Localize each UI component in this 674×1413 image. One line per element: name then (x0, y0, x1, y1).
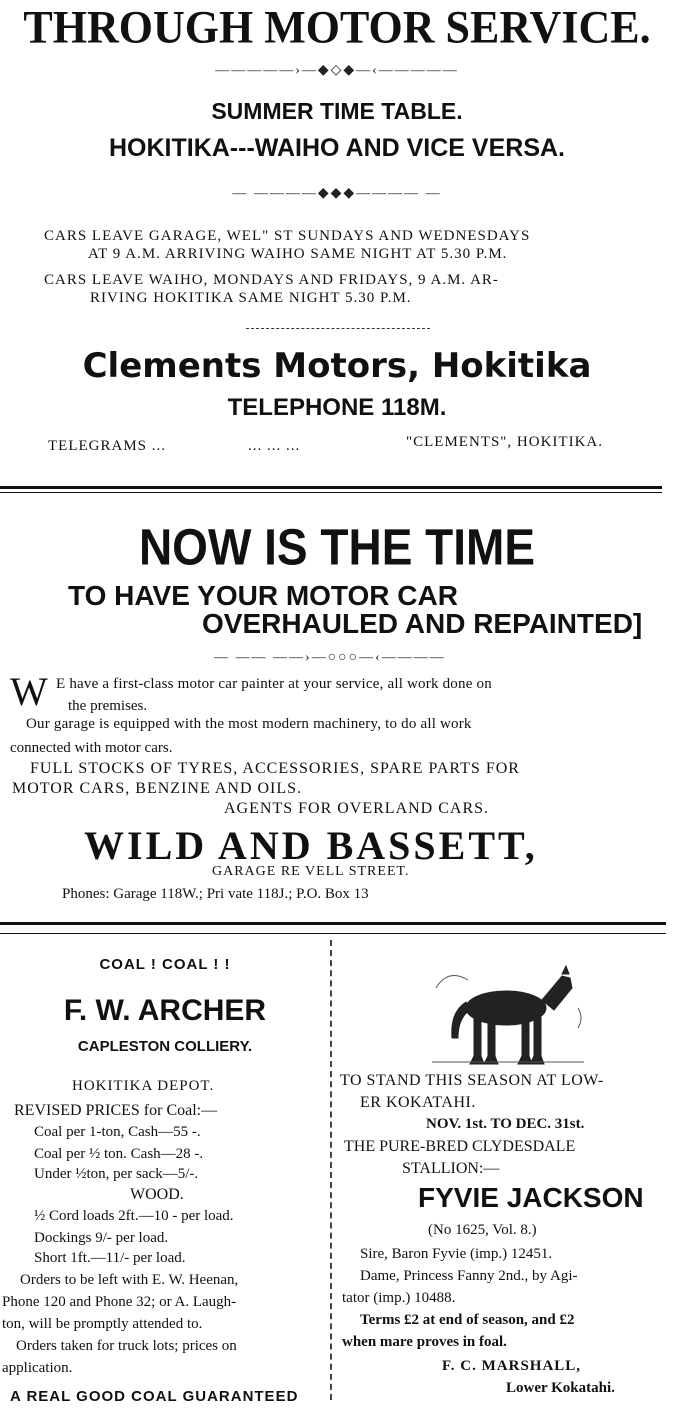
ad2-dropcap: W (10, 669, 48, 714)
ad3-line: ton, will be promptly attended to. (2, 1316, 203, 1332)
ad3-line: WOOD. (130, 1186, 184, 1203)
ad4-horse: FYVIE JACKSON (418, 1182, 644, 1213)
ad3-top: COAL ! COAL ! ! (99, 956, 231, 973)
ad4-line: THE PURE-BRED CLYDESDALE (344, 1138, 576, 1155)
ad4-line: tator (imp.) 10488. (342, 1290, 456, 1306)
ad1-schedule-line: RIVING HOKITIKA SAME NIGHT 5.30 P.M. (90, 290, 412, 306)
ad3-footer: A REAL GOOD COAL GUARANTEED (10, 1388, 299, 1405)
ad1-divider (246, 328, 430, 329)
section-rule-thin (0, 933, 666, 934)
ad4-line: NOV. 1st. TO DEC. 31st. (426, 1116, 585, 1132)
ad3-name: F. W. ARCHER (63, 994, 267, 1027)
ad2-body-1a: E have a first-class motor car painter at your service, all work done on (56, 676, 492, 692)
horse-illustration (428, 958, 588, 1068)
ad2-phones: Phones: Garage 118W.; Pri vate 118J.; P.O. Box 13 (62, 886, 369, 902)
ad1-schedule-line: AT 9 A.M. ARRIVING WAIHO SAME NIGHT AT 5.30 P.M. (88, 246, 508, 262)
ad2-line-2: OVERHAULED AND REPAINTED] (202, 608, 643, 639)
ad2-body-3a: FULL STOCKS OF TYRES, ACCESSORIES, SPARE PARTS FOR (30, 760, 520, 777)
column-divider (330, 940, 332, 1400)
ad2-agents: AGENTS FOR OVERLAND CARS. (224, 800, 490, 817)
ad2-body-2b: connected with motor cars. (10, 740, 173, 756)
ad1-schedule-line: CARS LEAVE WAIHO, MONDAYS AND FRIDAYS, 9 A.M. AR- (44, 272, 499, 288)
ad1-telegrams-label: TELEGRAMS ... (48, 438, 166, 454)
ad3-line: Phone 120 and Phone 32; or A. Laugh- (2, 1294, 237, 1310)
ad4-line: STALLION:— (402, 1160, 500, 1177)
ad2-body-3b: MOTOR CARS, BENZINE AND OILS. (12, 780, 303, 797)
ad2-body-1b: the premises. (68, 698, 148, 714)
ad3-line: Dockings 9/- per load. (34, 1230, 169, 1246)
ad3-line: Coal per 1-ton, Cash—55 -. (34, 1124, 201, 1140)
ad4-line: TO STAND THIS SEASON AT LOW- (340, 1072, 604, 1089)
ad2-headline: NOW IS THE TIME (138, 518, 536, 576)
ad1-telephone: TELEPHONE 118M. (227, 394, 447, 421)
ad3-line: Short 1ft.—11/- per load. (34, 1250, 186, 1266)
ad4-line: ER KOKATAHI. (360, 1094, 476, 1111)
ad2-company: WILD AND BASSETT, (84, 823, 538, 868)
section-rule-thick (0, 486, 662, 489)
ad2-line-1: TO HAVE YOUR MOTOR CAR (68, 580, 458, 611)
ad4-owner: F. C. MARSHALL, (442, 1358, 582, 1374)
ad4-reg: (No 1625, Vol. 8.) (428, 1222, 537, 1238)
ad4-line: Terms £2 at end of season, and £2 (360, 1312, 575, 1328)
ad2-body-2a: Our garage is equipped with the most modern machinery, to do all work (26, 716, 472, 732)
ad1-ornament-1: —————›—◆◇◆—‹————— (215, 63, 459, 78)
ad4-line: Sire, Baron Fyvie (imp.) 12451. (360, 1246, 553, 1262)
ad4-place: Lower Kokatahi. (506, 1380, 615, 1396)
ad1-company: Clements Motors, Hokitika (82, 346, 592, 386)
ad1-telegrams-dots: ... ... ... (248, 438, 301, 454)
ad1-subtitle-2: HOKITIKA---WAIHO AND VICE VERSA. (108, 134, 566, 162)
ad3-line: Coal per ½ ton. Cash—28 -. (34, 1146, 204, 1162)
ad1-subtitle-1: SUMMER TIME TABLE. (211, 98, 463, 124)
ad1-telegrams-value: "CLEMENTS", HOKITIKA. (406, 434, 603, 450)
ad1-schedule-line: CARS LEAVE GARAGE, WEL" ST SUNDAYS AND WEDNESDAYS (44, 228, 531, 244)
ad3-colliery: CAPLESTON COLLIERY. (77, 1038, 253, 1055)
ad3-line: Orders to be left with E. W. Heenan, (20, 1272, 239, 1288)
section-rule-thin (0, 492, 662, 493)
section-rule-thick (0, 922, 666, 925)
ad4-line: Dame, Princess Fanny 2nd., by Agi- (360, 1268, 578, 1284)
ad3-line: Orders taken for truck lots; prices on (16, 1338, 237, 1354)
ad2-ornament: — —— ——›—○○○—‹———— (214, 650, 446, 665)
ad4-line: when mare proves in foal. (342, 1334, 507, 1350)
ad2-address: GARAGE RE VELL STREET. (212, 864, 410, 879)
ad3-line: ½ Cord loads 2ft.—10 - per load. (34, 1208, 234, 1224)
ad3-depot: HOKITIKA DEPOT. (72, 1078, 215, 1094)
ad1-ornament-2: — ————◆◆◆———— — (232, 186, 442, 201)
ad3-line: application. (2, 1360, 73, 1376)
ad3-line: REVISED PRICES for Coal:— (14, 1102, 218, 1119)
ad3-line: Under ½ton, per sack—5/-. (34, 1166, 199, 1182)
ad1-headline: THROUGH MOTOR SERVICE. (23, 1, 651, 54)
